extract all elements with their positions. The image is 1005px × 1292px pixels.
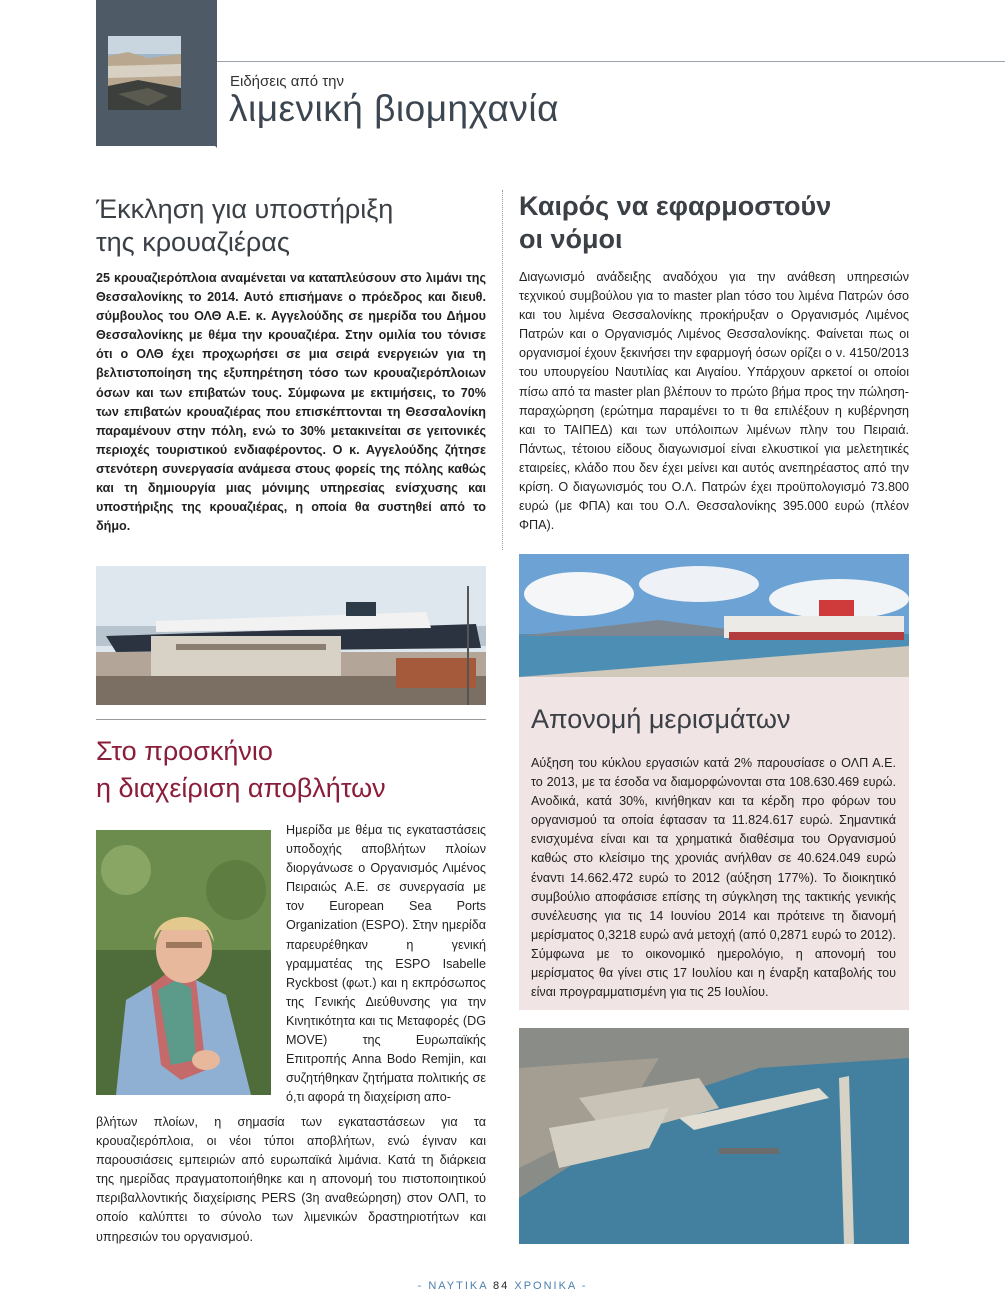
cruise-title-line2: της κρουαζιέρας	[96, 227, 290, 257]
patras-port-photo	[519, 554, 909, 677]
waste-title-line2: η διαχείριση αποβλήτων	[96, 773, 386, 803]
section-rule	[96, 719, 486, 720]
laws-body: Διαγωνισμό ανάδειξης αναδόχου για την ανάθεση υπηρεσιών τεχνικού συμβούλου για το master plan τόσο του λιμένα Πατρών όσο και του λιμένα Θεσσαλονίκης προκήρυξαν ο Οργανισμός Λιμένος Πατρών και ο Οργανισμός Λιμένος Θεσσαλονίκης. Φαίνεται πως οι οργανισμοί έχουν ξεκινήσει την εφαρμογή όσων ορίζει ο ν. 4150/2013 του υπουργείου Ναυτιλίας και Αιγαίου. Υπάρχουν αρκετοί οι οποίοι πίσω από τα master plan βλέπουν το πρώτο βήμα προς την πώληση-παραχώρηση (ερώτημα παραμένει το τι θα επιλέξουν η κυβέρνηση και το ΤΑΙΠΕΔ) και των υπόλοιπων λιμένων πλην του Πειραιά. Πάντως, τέτοιου είδους διαγωνισμοί είναι ελκυστικοί για μελετητικές εταιρείες, κλάδο που δεν έχει μείνει και αυτός ανεπηρέαστος από την κρίση. Ο διαγωνισμός του Ο.Λ. Πατρών έχει προϋπολογισμό 73.800 ευρώ (με ΦΠΑ) και του Ο.Λ. Θεσσαλονίκης 395.000 ευρώ (πλέον ΦΠΑ).	[519, 270, 909, 533]
laws-title	[519, 190, 831, 256]
waste-title-line1: Στο προσκήνιο	[96, 736, 273, 766]
header-title: λιμενική βιομηχανία	[229, 88, 560, 129]
column-divider	[502, 190, 503, 550]
header-rule	[217, 61, 1005, 62]
waste-title	[96, 733, 386, 807]
cruise-body: 25 κρουαζιερόπλοια αναμένεται να καταπλεύσουν στο λιμάνι της Θεσσαλονίκης το 2014. Αυτό επισήμανε ο πρόεδρος και διευθ. σύμβουλος του ΟΛΘ Α.Ε. κ. Αγγελούδης σε ημερίδα του Δήμου Θεσσαλονίκης με θέμα την κρουαζιέρα. Στην ομιλία του τόνισε ότι ο ΟΛΘ έχει προχωρήσει σε μια σειρά ενεργειών για τη βελτιστοποίηση της εξυπηρέτηση τόσο των κρουαζιερόπλοιων όσων και των επιβατών τους. Σύμφωνα με εκτιμήσεις, το 70% των επιβατών κρουαζιέρας που επισκέπτονται τη Θεσσαλονίκη παραμένουν στην πόλη, ενώ το 30% μετακινείται σε γειτονικές περιοχές τουριστικού ενδιαφέροντος. Ο κ. Αγγελούδης ζήτησε στενότερη συνεργασία ανάμεσα στους φορείς της πόλης καθώς και τη δημιουργία μιας μόνιμης υπηρεσίας ενίσχυσης και υποστήριξης της κρουαζιέρας, η οποία θα συστηθεί από το δήμο.	[96, 271, 486, 534]
cruise-title	[96, 193, 393, 259]
page-number: 84	[493, 1280, 510, 1292]
laws-title-line1: Καιρός να εφαρμοστούν	[519, 191, 832, 221]
page-footer: - ΝΑΥΤΙΚΑ 84 ΧΡΟΝΙΚΑ -	[417, 1280, 588, 1292]
header-bar-point	[96, 120, 218, 150]
laws-title-line2: οι νόμοι	[519, 224, 623, 254]
cruise-title-line1: Έκκληση για υποστήριξη	[96, 194, 394, 224]
cruise-ship-photo	[96, 566, 486, 705]
dividend-title: Απονομή μερισμάτων	[531, 704, 791, 734]
waste-body-full: βλήτων πλοίων, η σημασία των εγκαταστάσεων για τα κρουαζιερόπλοια, οι νέοι τύποι αποβλήτων, ενώ έγιναν και παρουσιάσεις εμπειριών από ευρωπαϊκά λιμάνια. Κατά τη διάρκεια της ημερίδας πραγματοποιήθηκε και η απονομή του πιστοποιητικού περιβαλλοντικής διαχείρισης PERS (3η αναθεώρηση) στον ΟΛΠ, το οποίο καλύπτει το σύνολο των λιμενικών δραστηριοτήτων και υπηρεσιών του οργανισμού.	[96, 1115, 486, 1244]
footer-left: ΝΑΥΤΙΚΑ	[428, 1280, 488, 1292]
isabelle-ryckbost-photo	[96, 830, 271, 1095]
header-kicker: Ειδήσεις από την	[230, 73, 345, 90]
piraeus-aerial-photo	[519, 1028, 909, 1244]
footer-right: ΧΡΟΝΙΚΑ	[514, 1280, 577, 1292]
dividend-body: Αύξηση του κύκλου εργασιών κατά 2% παρουσίασε ο ΟΛΠ Α.Ε. το 2013, με τα έσοδα να διαμορφώνονται στα 108.630.469 ευρώ. Ανοδικά, κατά 30%, κινήθηκαν και τα κέρδη προ φόρων του οργανισμού τα οποία έφτασαν τα 11.824.617 ευρώ. Σημαντικά ενισχυμένα είναι και τα χρηματικά διαθέσιμα του Οργανισμού καθώς στο κλείσιμο της χρονιάς ανήλθαν σε 40.624.049 ευρώ έναντι 14.662.472 ευρώ το 2012 (αύξηση 177%). Το διοικητικό συμβούλιο αποφάσισε επίσης τη σύγκληση της τακτικής γενικής συνέλευσης για τις 14 Ιουνίου 2014 και πρότεινε τη διανομή μερίσματος 0,3218 ευρώ ανά μετοχή (από 0,2871 ευρώ το 2012). Σύμφωνα με το οικονομικό ημερολόγιο, η απονομή του μερίσματος θα γίνει στις 17 Ιουλίου και η έναρξη καταβολής του είναι προγραμματισμένη για τις 25 Ιουλίου.	[531, 756, 896, 1000]
waste-body-side: Ημερίδα με θέμα τις εγκαταστάσεις υποδοχής αποβλήτων πλοίων διοργάνωσε ο Οργανισμός Λιμένος Πειραιώς Α.Ε. σε συνεργασία με τον European Sea Ports Organization (ESPO). Στην ημερίδα παρευρέθηκαν η γενική γραμματέας της ESPO Isabelle Ryckbost (φωτ.) και η εκπρόσωπος της Γενικής Διεύθυνσης για την Κινητικότητα και τις Μεταφορές (DG MOVE) της Ευρωπαϊκής Επιτροπής Anna Bodo Remjin, και συζητήθηκαν ζητήματα πολιτικής σε ό,τι αφορά τη διαχείριση απο-	[286, 823, 486, 1105]
header-island-photo	[108, 36, 181, 110]
